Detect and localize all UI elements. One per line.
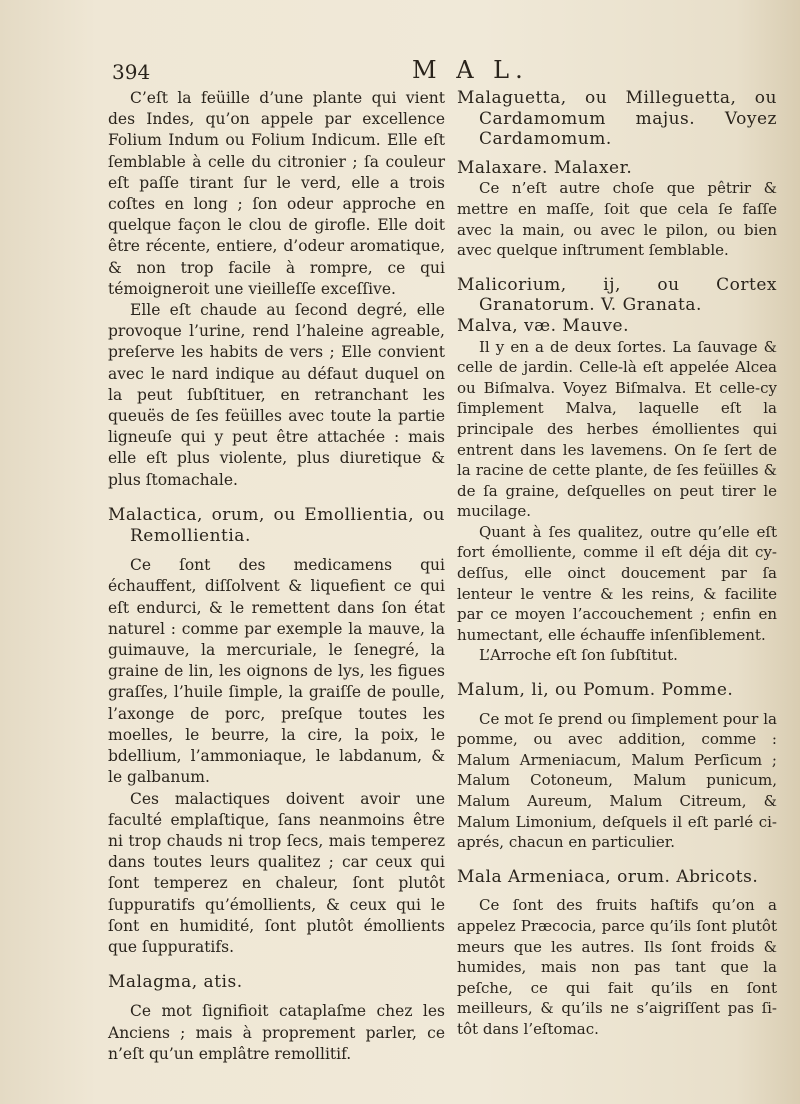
entry-heading-malaguetta: Malaguetta, ou Milleguetta, ou Cardamomum majus. Voyez Cardamomum. — [457, 88, 777, 150]
paragraph-mala-armeniaca: Ce ſont des fruits haſtifs qu’on a appelez Præcocia, parce qu’ils ſont plutôt meurs que les autres. Ils ſont froids & humides, mais non pas tant que la peſche, ce qui fait qu’ils en ſont meilleurs, & qu’ils ne s’aigriſſent pas ſi-tôt dans l’eſtomac. — [457, 896, 777, 1038]
paragraph-properties: Elle eſt chaude au ſecond degré, elle provoque l’urine, rend l’haleine agreable, preſerve les habits de vers ; Elle convient avec le nard indique au défaut duquel on la peut ſubſtituer, en retranchant les queuës de ſes feüilles avec toute la partie ligneuſe qui y peut être attachée : mais elle eſt plus violente, plus diuretique & plus ſtomachale. — [108, 301, 445, 489]
right-column — [457, 88, 777, 1040]
entry-heading-malagma: Malagma, atis. — [108, 972, 243, 993]
paragraph-malactica-qualities: Ces malactiques doivent avoir une faculté emplaſtique, ſans neanmoins être ni trop chauds ni trop ſecs, mais temperez dans toutes leurs qualitez ; car ceux qui ſont temperez en chaleur, ſont plutôt ſuppuratifs qu’émollients, & ceux qui le ſont en humidité, ſont plutôt émollients que ſuppuratifs. — [108, 789, 445, 956]
entry-heading-malaxare: Malaxare. Malaxer. — [457, 157, 633, 178]
paragraph-malum: Ce mot ſe prend ou ſimplement pour la pomme, ou avec addition, comme : Malum Armeniacum, Malum Perſicum ; Malum Cotoneum, Malum punicum, Malum Aureum, Malum Citreum, & Malum Limonium, deſquels il eſt parlé ci-aprés, chacun en particulier. — [457, 709, 777, 852]
paragraph-malva-sorts: Il y en a de deux ſortes. La ſauvage & celle de jardin. Celle-là eſt appelée Alcea ou Biſmalva. Voyez Biſmalva. Et celle-cy ſimplement Malva, laquelle eſt la principale des herbes émollientes qui entrent dans les lavemens. On ſe ſert de la racine de cette plante, de ſes feüilles & de ſa graine, deſquelles on peut tirer le mucilage. — [457, 337, 777, 521]
left-column — [108, 88, 445, 1065]
entry-heading-mala-armeniaca: Mala Armeniaca, orum. Abricots. — [457, 866, 759, 887]
paragraph-malagma: Ce mot ſignifioit cataplaſme chez les Anciens ; mais à proprement parler, ce n’eſt qu’un emplâtre remollitif. — [108, 1002, 445, 1063]
entry-heading-malactica: Malactica, orum, ou Emollientia, ou Remollientia. — [108, 504, 445, 547]
entry-heading-malum: Malum, li, ou Pomum. Pomme. — [457, 680, 734, 701]
paragraph-malactica-definition: Ce ſont des medicamens qui échauffent, diſſolvent & liquefient ce qui eſt endurci, & le remettent dans ſon état naturel : comme par exemple la mauve, la guimauve, la mercuriale, le ſenegré, la graine de lin, les oignons de lys, les figues graſſes, l’huile ſimple, la graiſſe de poulle, l’axonge de porc, preſque toutes les moelles, le beurre, la cire, la poix, le bdellium, l’ammoniaque, le labdanum, & le galbanum. — [108, 556, 445, 787]
paragraph-malaxare: Ce n’eſt autre choſe que pêtrir & mettre en maſſe, ſoit que cela ſe faſſe avec la main, ou avec le pilon, ou bien avec quelque inſtrument ſemblable. — [457, 179, 777, 260]
running-head: M A L. — [412, 56, 529, 84]
paragraph-malva-substitute: L’Arroche eſt ſon ſubſtitut. — [479, 646, 678, 665]
paragraph-malva-qualities: Quant à ſes qualitez, outre qu’elle eſt fort émolliente, comme il eſt déja dit cy-deſſus, elle oinct doucement par ſa lenteur le ventre & les reins, & facilite par ce moyen l’accouchement ; enfin en humectant, elle échauffe inſenſiblement. — [457, 522, 777, 644]
entry-heading-malicorium: Malicorium, ij, ou Cortex Granatorum. V. Granata. — [457, 274, 777, 316]
page-header — [112, 56, 772, 86]
page-number: 394 — [112, 60, 151, 84]
paragraph-folium-indum: C’eſt la feüille d’une plante qui vient des Indes, qu’on appele par excellence Folium Indum ou Folium Indicum. Elle eſt ſemblable à celle du citronier ; ſa couleur eſt paſſe tirant ſur le verd, elle a trois coſtes en long ; ſon odeur approche en quelque façon le clou de girofle. Elle doit être récente, entiere, d’odeur aromatique, & non trop facile à rompre, ce qui témoigneroit une vieilleſſe exceſſive. — [108, 89, 445, 298]
entry-heading-malva: Malva, væ. Mauve. — [457, 315, 629, 336]
